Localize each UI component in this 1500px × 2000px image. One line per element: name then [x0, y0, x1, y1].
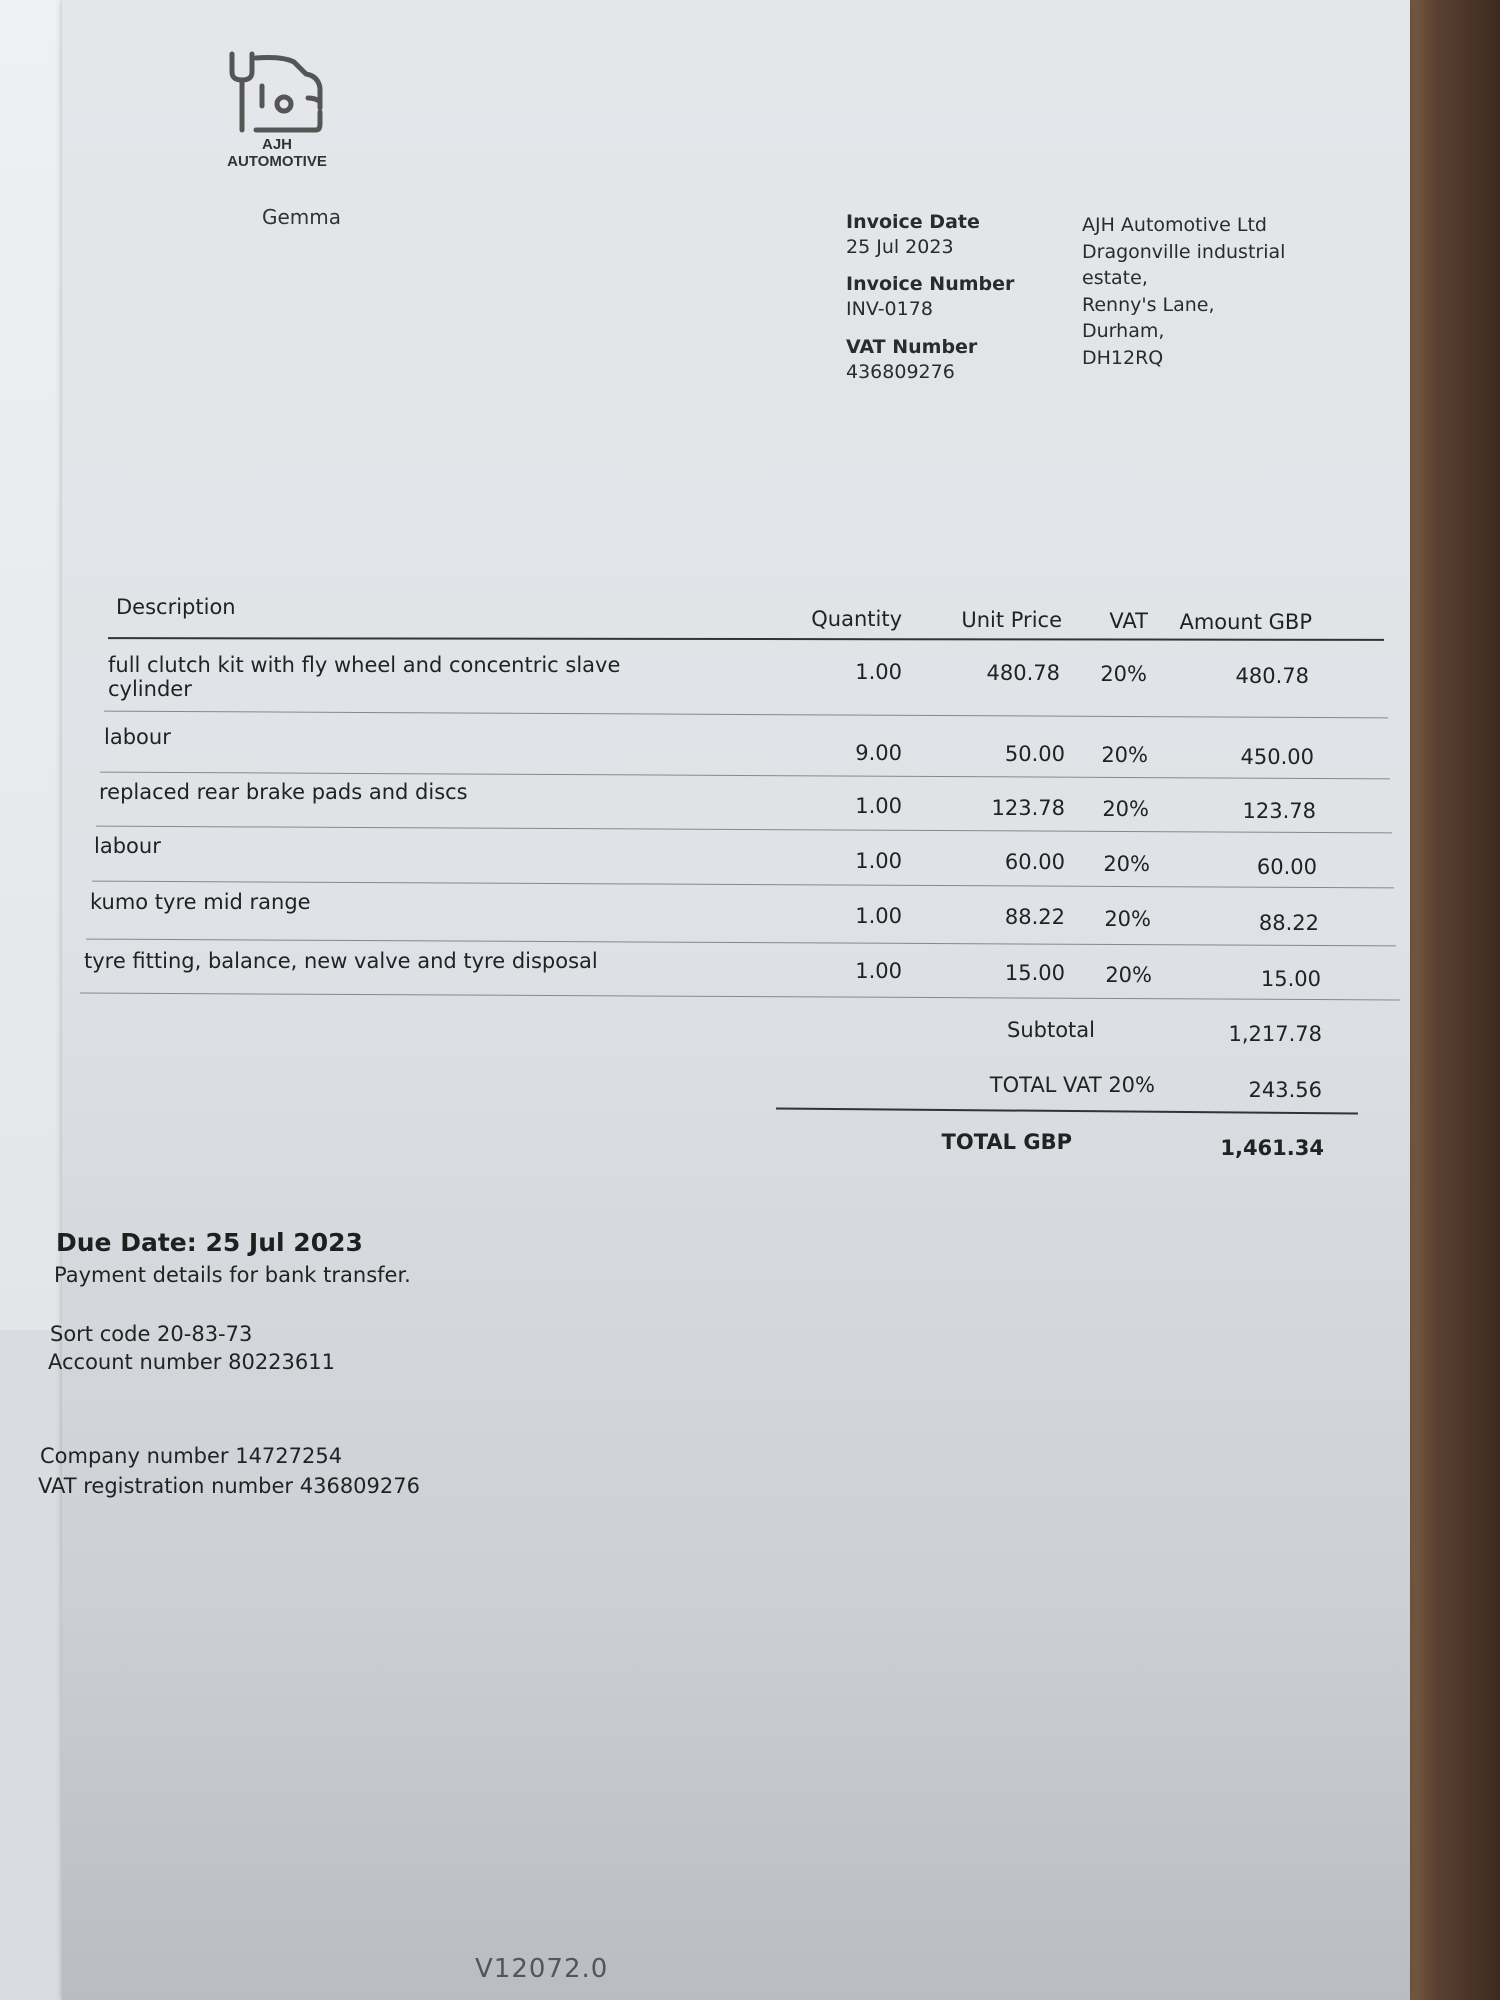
total-gbp-label: TOTAL GBP [941, 1130, 1072, 1154]
row-6-unit-price: 15.00 [1004, 961, 1065, 985]
row-4-vat: 20% [1103, 852, 1150, 876]
address-line: Durham, [1082, 320, 1165, 342]
row-4-amount: 60.00 [1256, 855, 1317, 879]
invoice-number-label: Invoice Number [846, 273, 1015, 295]
row-5-description: kumo tyre mid range [90, 890, 311, 914]
row-divider [92, 881, 1394, 889]
background-page-left [0, 0, 71, 1330]
account-number: Account number 80223611 [48, 1350, 335, 1374]
client-name: Gemma [262, 205, 342, 229]
address-line: AJH Automotive Ltd [1082, 214, 1267, 236]
row-6-quantity: 1.00 [855, 959, 902, 983]
due-date: Due Date: 25 Jul 2023 [56, 1228, 363, 1257]
header-rule [108, 637, 1384, 641]
subtotal-value: 1,217.78 [1228, 1022, 1322, 1046]
company-address [1082, 212, 1322, 371]
row-3-amount: 123.78 [1242, 799, 1316, 823]
row-2-unit-price: 50.00 [1004, 742, 1065, 766]
header-quantity: Quantity [811, 607, 902, 631]
total-vat-label: TOTAL VAT 20% [989, 1073, 1155, 1097]
totals-rule [776, 1107, 1358, 1114]
row-6-amount: 15.00 [1260, 967, 1321, 991]
header-description: Description [116, 595, 236, 619]
row-1-vat: 20% [1100, 662, 1147, 686]
row-5-vat: 20% [1104, 907, 1151, 931]
row-1-description: full clutch kit with fly wheel and concentric slave cylinder [108, 653, 621, 701]
row-2-vat: 20% [1101, 743, 1148, 767]
background-wood [1395, 0, 1500, 2000]
row-2-description: labour [104, 725, 171, 749]
logo-text-line2: AUTOMOTIVE [227, 153, 327, 170]
subtotal-label: Subtotal [1007, 1018, 1095, 1042]
total-gbp-value: 1,461.34 [1220, 1136, 1324, 1160]
logo-text-line1: AJH [261, 136, 292, 153]
wrench-car-icon [222, 46, 332, 136]
address-line: Dragonville industrial [1082, 240, 1286, 263]
row-3-description: replaced rear brake pads and discs [99, 780, 468, 804]
row-divider [86, 939, 1396, 947]
header-unit-price: Unit Price [961, 608, 1062, 632]
row-divider [80, 993, 1400, 1001]
header-amount: Amount GBP [1179, 610, 1312, 634]
row-6-vat: 20% [1105, 963, 1152, 987]
row-5-quantity: 1.00 [855, 904, 902, 928]
row-divider [100, 772, 1390, 780]
address-line: estate, [1082, 267, 1148, 289]
row-2-quantity: 9.00 [855, 741, 902, 765]
company-number: Company number 14727254 [40, 1444, 343, 1468]
invoice-number-value: INV-0178 [846, 298, 933, 320]
invoice-date-value: 25 Jul 2023 [846, 236, 954, 258]
row-1-amount: 480.78 [1235, 664, 1309, 688]
payment-intro: Payment details for bank transfer. [54, 1263, 411, 1287]
row-2-amount: 450.00 [1240, 745, 1314, 769]
row-6-description: tyre fitting, balance, new valve and tyre disposal [84, 949, 598, 973]
footer-version: V12072.0 [475, 1954, 609, 1984]
row-divider [96, 826, 1392, 834]
row-1-unit-price: 480.78 [986, 661, 1060, 685]
row-3-vat: 20% [1102, 797, 1149, 821]
total-vat-value: 243.56 [1248, 1078, 1322, 1102]
row-5-amount: 88.22 [1258, 911, 1319, 935]
row-4-description: labour [94, 834, 161, 858]
vat-registration: VAT registration number 436809276 [38, 1474, 420, 1498]
address-line: Renny's Lane, [1082, 293, 1215, 316]
row-3-unit-price: 123.78 [991, 796, 1065, 820]
row-divider [104, 711, 1388, 719]
row-5-unit-price: 88.22 [1004, 905, 1065, 929]
address-line: DH12RQ [1082, 346, 1164, 369]
row-1-quantity: 1.00 [855, 660, 902, 684]
company-logo [212, 46, 342, 170]
invoice-page [38, 0, 1410, 2000]
vat-number-label: VAT Number [846, 336, 978, 358]
row-4-unit-price: 60.00 [1004, 850, 1065, 874]
invoice-date-label: Invoice Date [846, 211, 980, 233]
row-3-quantity: 1.00 [855, 794, 902, 818]
header-vat: VAT [1109, 609, 1148, 633]
sort-code: Sort code 20-83-73 [50, 1322, 253, 1346]
vat-number-value: 436809276 [846, 361, 955, 383]
row-4-quantity: 1.00 [855, 849, 902, 873]
